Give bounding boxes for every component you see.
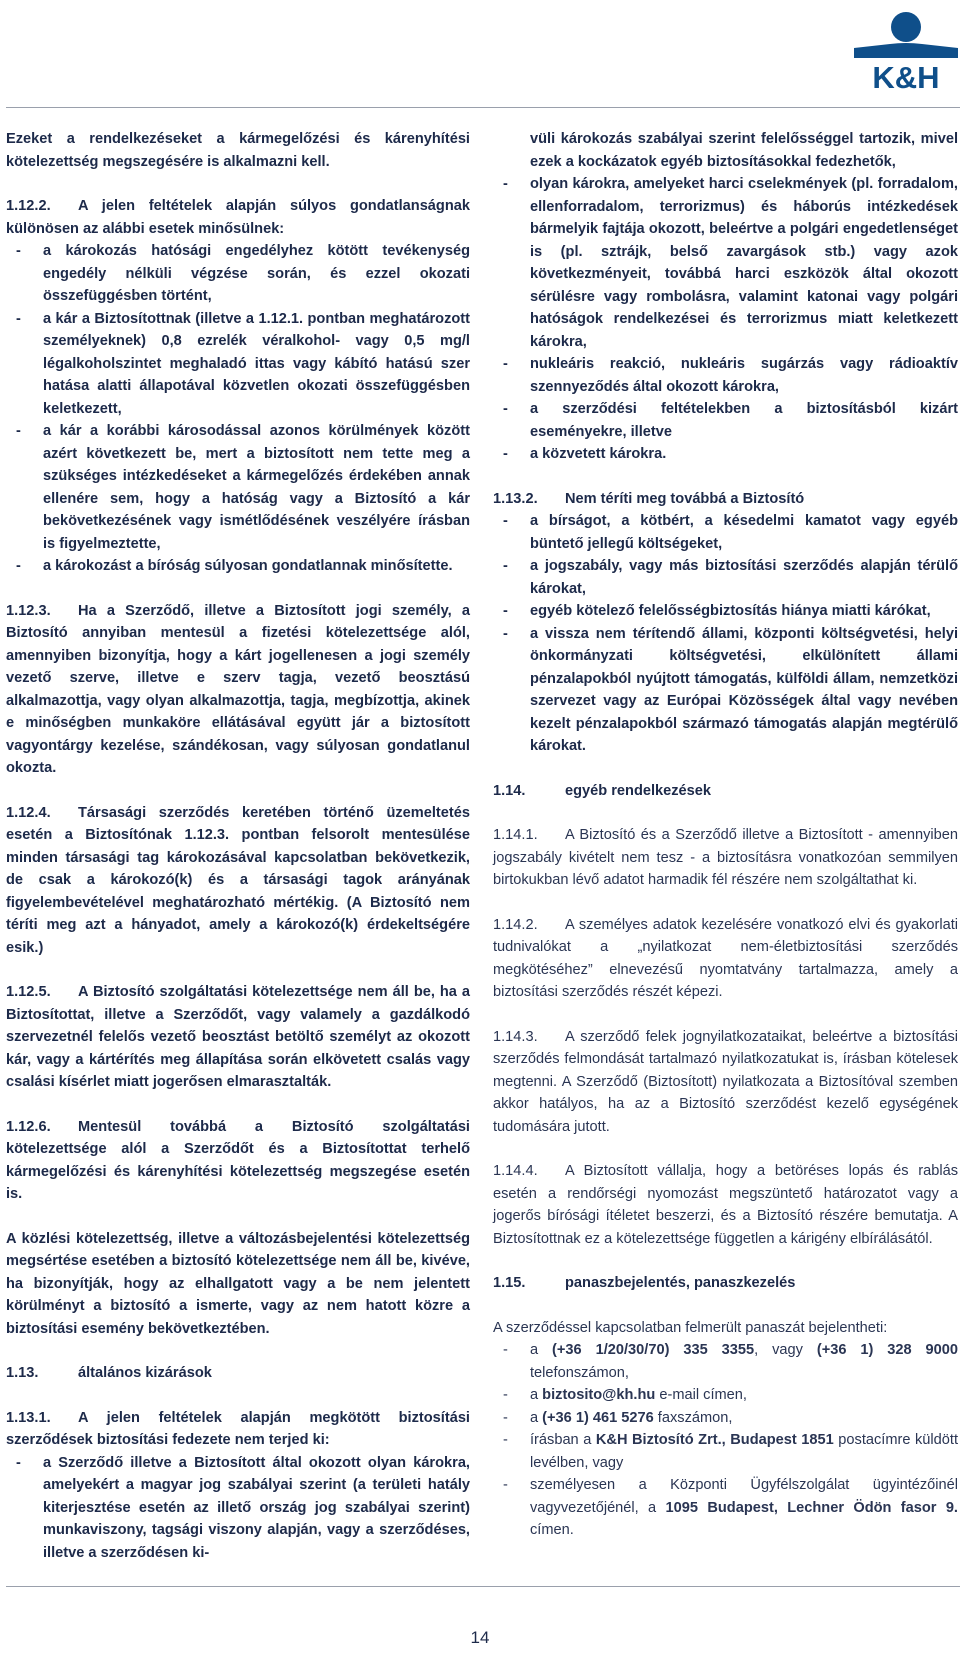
section-number: 1.13.2. (493, 490, 538, 507)
list-item: - a közvetett károkra. (493, 443, 958, 466)
section-1-13-2 (493, 488, 958, 758)
section-text: A személyes adatok kezelésére vonatkozó elvi és gyakorlati tudnivalókat a „nyilatkozat nem-életbiztosítási szerződés megkötéséhez” elnevezésű nyomtatvány tartalmazza, amely a biztosítási szerződés részét képezi. (493, 916, 958, 1000)
text-run: faxszámon, (653, 1409, 733, 1426)
section-1-12-4 (6, 802, 470, 960)
complaint-section (493, 1317, 958, 1542)
complaint-channels (493, 1339, 958, 1542)
exclusion-list (6, 1452, 470, 1565)
section-number: 1.12.5. (6, 984, 51, 1000)
section-number: 1.13.1. (6, 1409, 51, 1426)
text-run: írásban a (530, 1432, 596, 1448)
section-title: egyéb rendelkezések (565, 782, 712, 799)
heading-1-14 (493, 780, 958, 803)
section-title: általános kizárások (78, 1365, 212, 1381)
negligence-list (6, 240, 470, 578)
section-text: Ha a Szerződő, illetve a Biztosított jogi személy, a Biztosító annyiban mentesül a fizetési kötelezettsége alól, amennyiben bizonyítja, hogy a kárt jogellenesen a jogi személy vezető szerve, illetve e szerv tagja, vezető beosztású alkalmazottja, vagy olyan alkalmazottja, tagja, megbízottja, akinek e minőségben munkaköre ellátásával együtt jár a biztosított vagyontárgy kezelése, szándékosan, vagy súlyosan gondatlanul okozta. (6, 602, 470, 776)
section-intro: Nem téríti meg továbbá a Biztosító (565, 490, 805, 507)
email-address: biztosito@kh.hu (542, 1387, 656, 1403)
list-item: - a kár a Biztosítottnak (illetve a 1.12.1. pontban meghatározott személyeknek) 0,8 ezrelék véralkohol- vagy 0,5 mg/l légalkoholszintet meghaladó ittas vagy kábító hatású szer hatása alatti állapotával közvetlen okozati összefüggésben keletkezett, (6, 308, 470, 421)
text-run: postacímre küldött levélben, vagy (530, 1432, 958, 1471)
complaint-intro: A szerződéssel kapcsolatban felmerült panaszát bejelentheti: (493, 1319, 888, 1336)
section-1-14-3 (493, 1026, 958, 1139)
complaint-in-person (493, 1474, 958, 1542)
section-text: Társasági szerződés keretében történő üzemeltetés esetén a Biztosítónak 1.12.3. pontban felsorolt mentesülése minden társasági tag károkozásával kapcsolatban bekövetkezik, de csak a károkozó(k) és a társasági tagok arányának figyelembevételével meghatározható mértékig. (A Biztosító nem téríti meg azt a hányadot, amely a károkozó(k) érdekeltségére esik.) (6, 804, 470, 956)
left-column (6, 128, 470, 1564)
section-1-12-5 (6, 981, 470, 1094)
section-1-12-6 (6, 1116, 470, 1206)
section-text: A Biztosító szolgáltatási kötelezettsége nem áll be, ha a Biztosítottat, illetve a Szerződőt, vagy valamely a gazdálkodó szervezetnél felelős vezető beosztást betöltő személyt az okozott kár, vagy a kártérítés meg állapítása során elkövetett csalás vagy csalási kísérlet miatt jogerősen elmarasztalták. (6, 984, 470, 1090)
list-item: - nukleáris reakció, nukleáris sugárzás vagy rádioaktív szennyeződés által okozott károkra, (493, 353, 958, 398)
logo-roof-icon (854, 43, 958, 58)
section-number: 1.14. (493, 782, 526, 799)
list-item: - olyan károkra, amelyeket harci cselekmények (pl. forradalom, ellenforradalom, terrorizmus) és háborús intézkedések bármelyik fajtája okozott, beleértve a polgári engedetlenséget is (pl. sztrájk, belső zavargások stb.) vagy azok következményeit, továbbá harci eszközök által okozott sérülésre vagy rombolásra, valamint katonai vagy polgári hatóságok rendelkezései és terrorizmus miatt keletkezett károkra, (493, 173, 958, 353)
section-1-14-4 (493, 1160, 958, 1250)
complaint-email (493, 1384, 958, 1407)
complaint-fax (493, 1407, 958, 1430)
list-item: - a károkozás hatósági engedélyhez kötött tevékenység engedély nélküli végzése során, és ezzel okozati összefüggésben történt, (6, 240, 470, 308)
section-1-14-1 (493, 824, 958, 892)
text-run: a (530, 1342, 553, 1358)
text-run: a (530, 1409, 543, 1426)
phone-number: (+36 1) 328 9000 (816, 1342, 959, 1358)
logo-circle-icon (891, 12, 921, 42)
section-1-12-3 (6, 600, 470, 780)
section-number: 1.12.6. (6, 1118, 51, 1135)
section-1-14-2 (493, 914, 958, 1004)
list-continuation: vüli károkozás szabályai szerint felelősséggel tartozik, mivel ezek a kockázatok egyéb biztosításokkal fedezhetők, (530, 131, 958, 170)
list-item: - a károkozást a bíróság súlyosan gondatlannak minősítette. (6, 555, 470, 578)
list-item: - egyéb kötelező felelősségbiztosítás hiánya miatti kárókat, (493, 600, 958, 623)
text-run: , vagy (754, 1342, 817, 1358)
office-address: 1095 Budapest, Lechner Ödön fasor 9. (665, 1499, 958, 1516)
section-intro: A jelen feltételek alapján súlyos gondatlanságnak különösen az alábbi esetek minősülnek: (6, 198, 470, 237)
section-text: Mentesül továbbá a Biztosító szolgáltatási kötelezettsége alól a Szerződőt és a Biztosítottat terhelő kármegelőzési és kárenyhítési kötelezettség megszegése esetén is. (6, 1118, 470, 1202)
heading-1-15 (493, 1272, 958, 1295)
complaint-phone (493, 1339, 958, 1384)
text-run: a (530, 1387, 543, 1403)
exclusion-list-continued (493, 173, 958, 466)
kh-logo (854, 8, 958, 92)
text-run: telefonszámon, (530, 1364, 629, 1381)
complaint-post (493, 1429, 958, 1474)
section-text: A szerződő felek jognyilatkozataikat, beleértve a biztosítási szerződés felmondását tartalmazó nyilatkozatukat is, írásban kötelesek megtenni. A Szerződő (Biztosított) nyilatkozata a Biztosítóval szemben akkor hatályos, ha az a Biztosító szerződést kezelő egységének tudomására jutott. (493, 1028, 958, 1135)
list-item: - a kár a korábbi károsodással azonos körülmények között azért következett be, mert a biztosított nem tette meg a szükséges intézkedéseket a kármegelőzés érdekében annak ellenére sem, hogy a hatóság vagy a Biztosító a kár bekövetkezésének vagy ismétlődésének veszélyére írásban is figyelmeztette, (6, 420, 470, 555)
fax-number: (+36 1) 461 5276 (542, 1409, 654, 1426)
page-number: 14 (470, 1628, 490, 1647)
list-item: - a Szerződő illetve a Biztosított által okozott olyan károkra, amelyekért a magyar jog szabályai szerint (a területi hatály kiterjesztése esetén az illető ország jog szabályai szerint) munkaviszony, tagsági viszony alapján, vagy a szerződéses, illetve a szerződésen ki- (6, 1452, 470, 1565)
phone-number: (+36 1/20/30/70) 335 3355 (552, 1342, 755, 1358)
right-column (493, 128, 958, 1542)
intro-paragraph: Ezeket a rendelkezéseket a kármegelőzési és kárenyhítési kötelezettség megszegésére is alkalmazni kell. (6, 131, 470, 170)
disclosure-paragraph: A közlési kötelezettség, illetve a változásbejelentési kötelezettség megsértése esetében a biztosító kötelezettsége nem áll be, kivéve, ha bizonyítják, hogy az elhallgatott vagy a be nem jelentett körülményt a biztosító a ismerte, vagy az nem hatott közre a biztosítási esemény bekövetkeztében. (6, 1230, 470, 1337)
section-1-12-2 (6, 195, 470, 578)
bottom-divider (6, 1586, 960, 1587)
postal-address: K&H Biztosító Zrt., Budapest 1851 (595, 1432, 834, 1448)
list-item: - a jogszabály, vagy más biztosítási szerződés alapján térülő károkat, (493, 555, 958, 600)
section-number: 1.15. (493, 1275, 526, 1291)
non-reimbursed-list (493, 510, 958, 758)
logo-text: K&H (872, 60, 940, 92)
section-number: 1.12.4. (6, 804, 51, 821)
section-number: 1.12.2. (6, 198, 51, 214)
text-run: címen. (530, 1522, 574, 1538)
section-intro: A jelen feltételek alapján megkötött biztosítási szerződések biztosítási fedezete nem terjed ki: (6, 1409, 470, 1448)
section-number: 1.14.3. (493, 1028, 538, 1045)
list-item: - a szerződési feltételekben a biztosításból kizárt eseményekre, illetve (493, 398, 958, 443)
section-number: 1.14.4. (493, 1163, 538, 1179)
list-item: - a vissza nem térítendő állami, központi költségvetési, helyi önkormányzati költségvetési, elkülönített állami pénzalapokból nyújtott támogatás, külföldi állam, nemzetközi szervezet vagy az Európai Közösségek által vagy nevében kezelt pénzalapokból származó támogatás alapján megtérülő károkat. (493, 623, 958, 758)
heading-1-13 (6, 1362, 470, 1385)
section-1-13-1 (6, 1407, 470, 1565)
text-run: e-mail címen, (655, 1387, 747, 1403)
top-divider (6, 107, 960, 108)
list-item: - a bírságot, a kötbért, a késedelmi kamatot vagy egyéb büntető jellegű költségeket, (493, 510, 958, 555)
section-number: 1.13. (6, 1365, 39, 1381)
text-run: személyesen a Központi Ügyfélszolgálat ügyintézőinél vagyvezetőjénél, a (530, 1477, 958, 1516)
section-number: 1.12.3. (6, 602, 51, 619)
section-title: panaszbejelentés, panaszkezelés (565, 1275, 796, 1291)
section-number: 1.14.1. (493, 827, 538, 843)
exclusions-continued (493, 128, 958, 466)
section-number: 1.14.2. (493, 916, 538, 933)
section-text: A Biztosító és a Szerződő illetve a Biztosított - amennyiben jogszabály kivételt nem tesz - a biztosításra vonatkozóan semmilyen birtokukban lévő adatot harmadik fél részére nem szolgáltathat ki. (493, 827, 958, 888)
section-text: A Biztosított vállalja, hogy a betöréses lopás és rablás esetén a rendőrségi nyomozást megszüntető határozatot vagy a jogerős bírósági ítéletet beszerzi, és a Biztosító részére bemutatja. A Biztosítottnak ez a kötelezettsége független a kárigény elbírálásától. (493, 1163, 958, 1247)
